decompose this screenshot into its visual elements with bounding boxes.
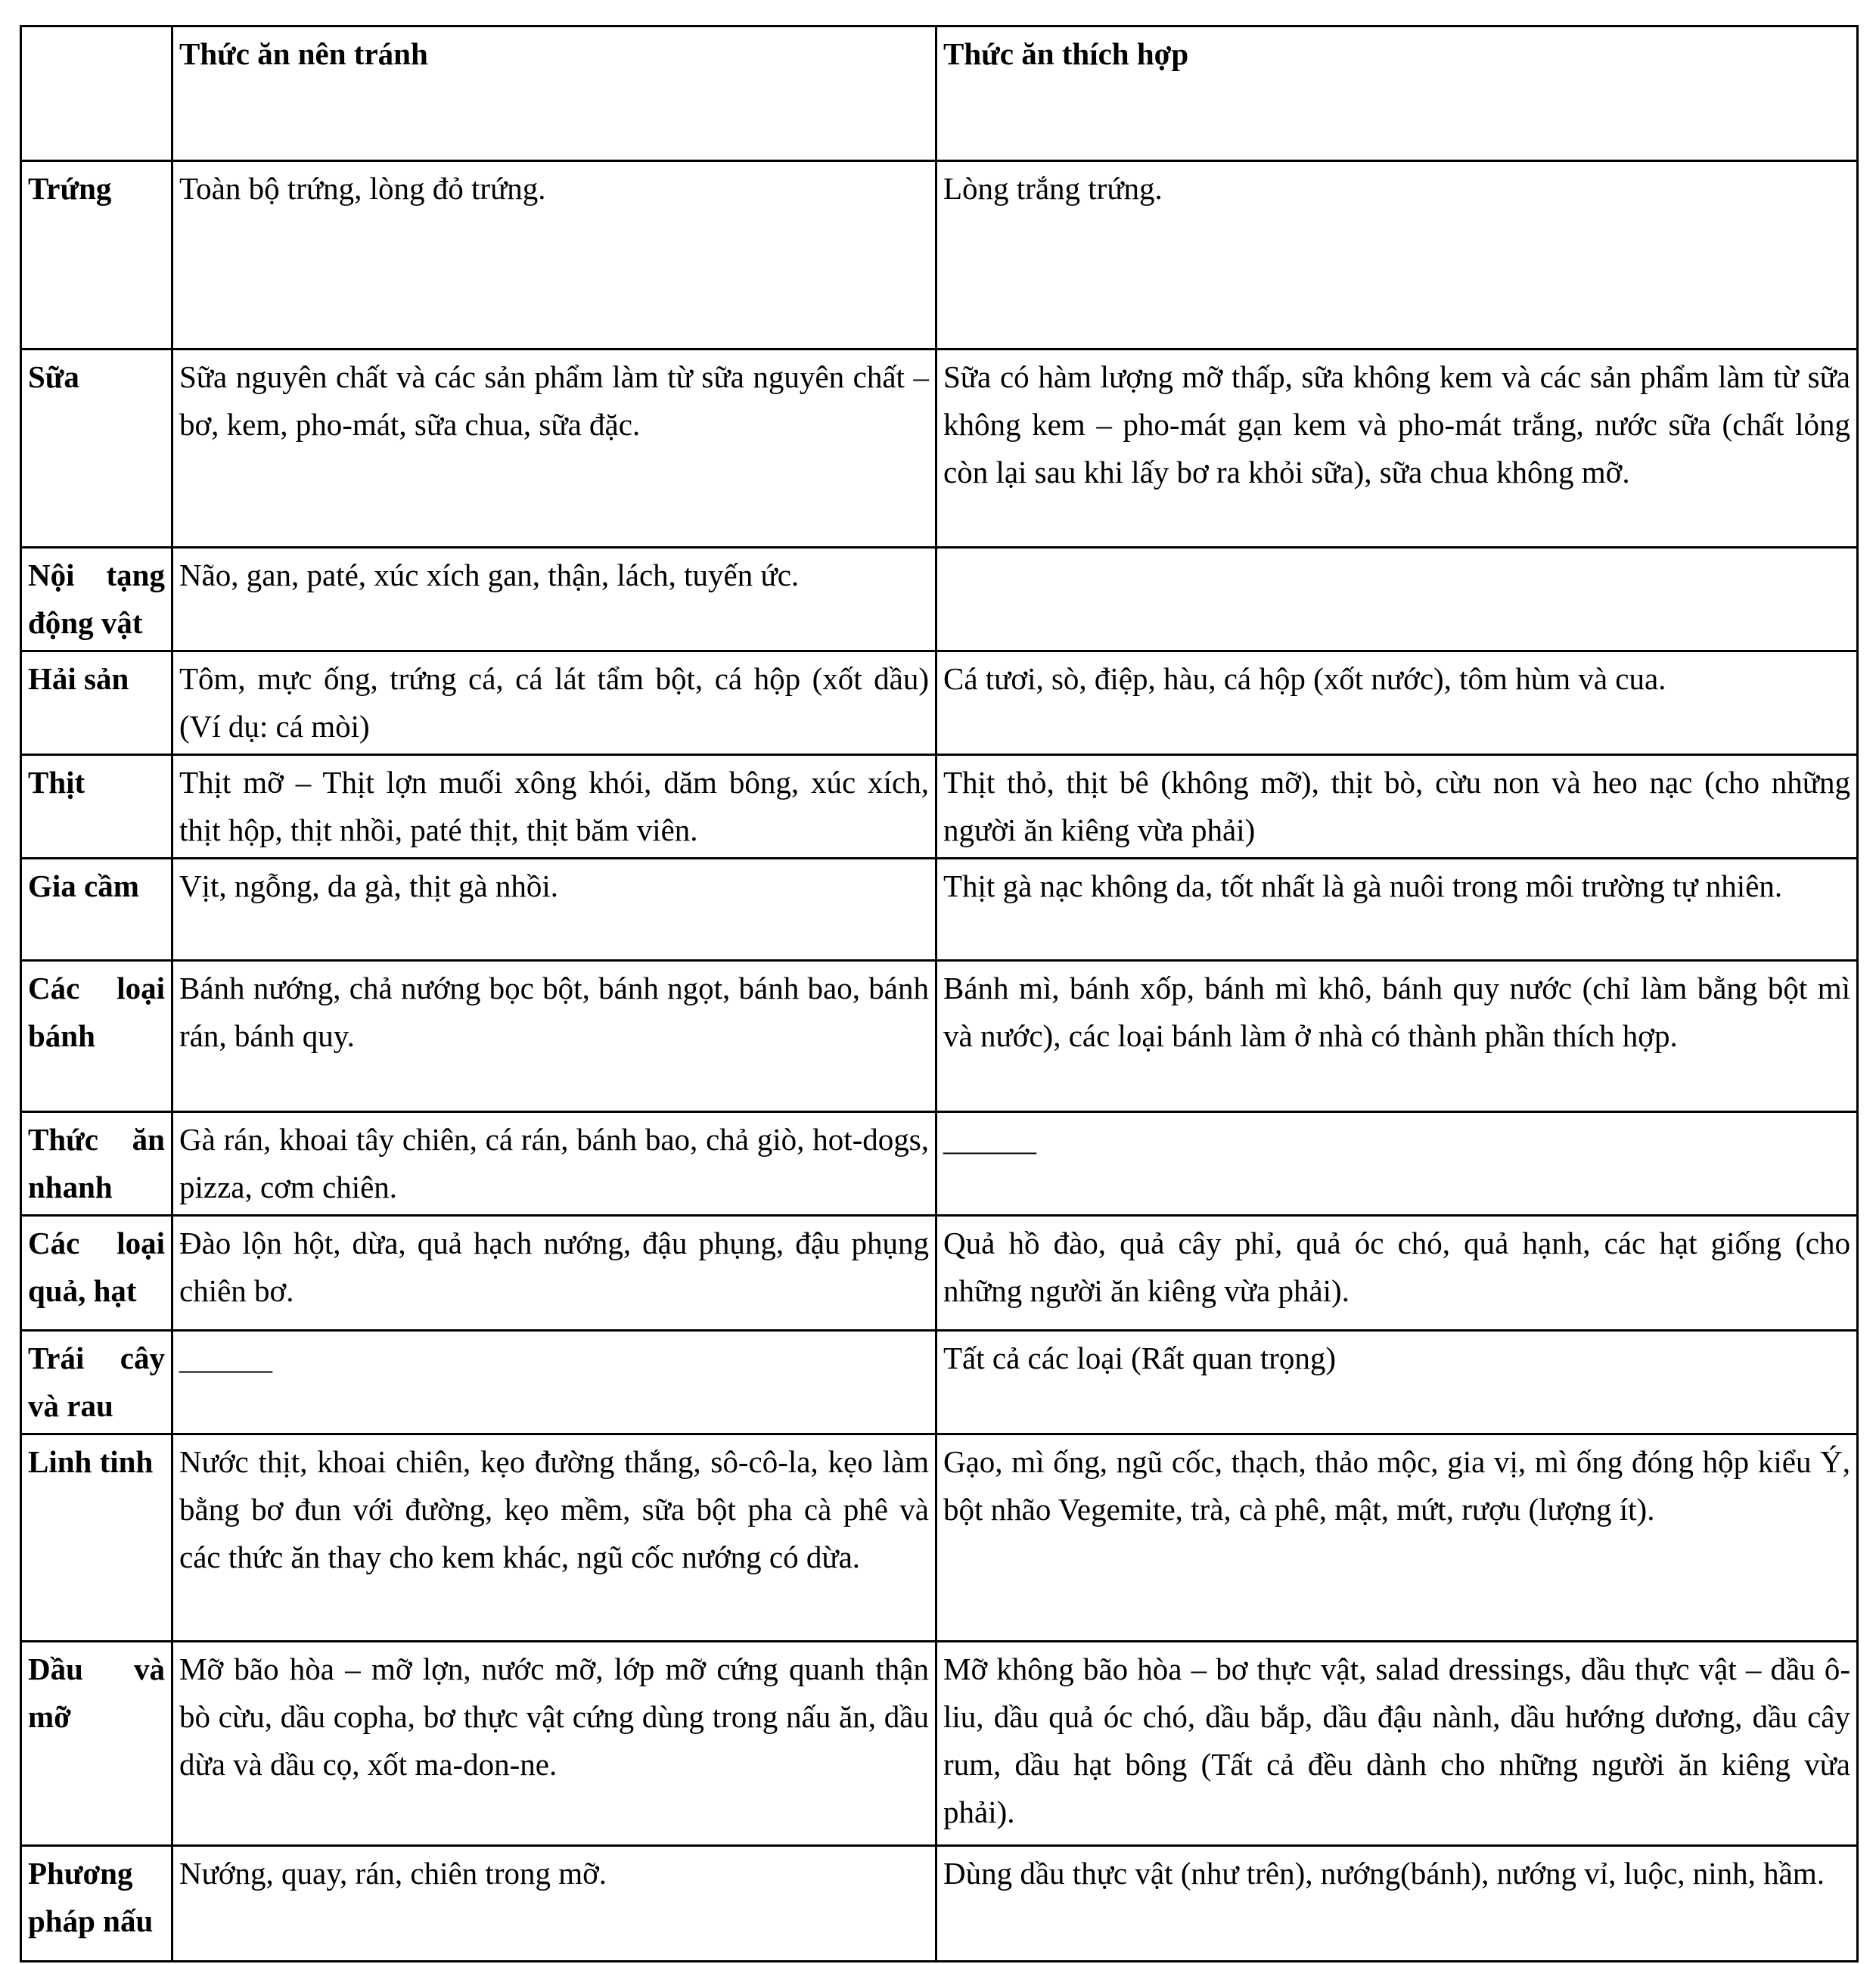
header-suitable: Thức ăn thích hợp [936,26,1858,161]
avoid-cell: Toàn bộ trứng, lòng đỏ trứng. [172,161,936,350]
category-cell: Sữa [21,350,172,548]
avoid-cell: Gà rán, khoai tây chiên, cá rán, bánh bao, chả giò, hot-dogs, pizza, cơm chiên. [172,1112,936,1216]
avoid-cell: Bánh nướng, chả nướng bọc bột, bánh ngọt, bánh bao, bánh rán, bánh quy. [172,961,936,1112]
suitable-cell: Lòng trắng trứng. [936,161,1858,350]
category-cell: Gia cầm [21,859,172,961]
table-row [21,1642,1858,1846]
avoid-cell: Nước thịt, khoai chiên, kẹo đường thắng, sô-cô-la, kẹo làm bằng bơ đun với đường, kẹo mềm, sữa bột pha cà phê và các thức ăn thay cho kem khác, ngũ cốc nướng có dừa. [172,1434,936,1642]
category-cell: Linh tinh [21,1434,172,1642]
suitable-cell: Sữa có hàm lượng mỡ thấp, sữa không kem và các sản phẩm làm từ sữa không kem – pho-mát gạn kem và pho-mát trắng, nước sữa (chất lỏng còn lại sau khi lấy bơ ra khỏi sữa), sữa chua không mỡ. [936,350,1858,548]
table-row [21,1434,1858,1642]
suitable-cell [936,548,1858,651]
avoid-cell: Mỡ bão hòa – mỡ lợn, nước mỡ, lớp mỡ cứng quanh thận bò cừu, dầu copha, bơ thực vật cứng dùng trong nấu ăn, dầu dừa và dầu cọ, xốt ma-don-ne. [172,1642,936,1846]
table-row [21,1331,1858,1434]
category-cell: Thịt [21,755,172,859]
header-avoid: Thức ăn nên tránh [172,26,936,161]
category-cell: Dầu và mỡ [21,1642,172,1846]
suitable-cell: Gạo, mì ống, ngũ cốc, thạch, thảo mộc, gia vị, mì ống đóng hộp kiểu Ý, bột nhão Vegemite, trà, cà phê, mật, mứt, rượu (lượng ít). [936,1434,1858,1642]
suitable-cell: ______ [936,1112,1858,1216]
suitable-cell: Dùng dầu thực vật (như trên), nướng(bánh), nướng vỉ, luộc, ninh, hầm. [936,1846,1858,1962]
suitable-cell: Mỡ không bão hòa – bơ thực vật, salad dressings, dầu thực vật – dầu ô-liu, dầu quả óc chó, dầu bắp, dầu đậu nành, dầu hướng dương, dầu cây rum, dầu hạt bông (Tất cả đều dành cho những người ăn kiêng vừa phải). [936,1642,1858,1846]
table-row [21,1846,1858,1962]
avoid-cell: Đào lộn hột, dừa, quả hạch nướng, đậu phụng, đậu phụng chiên bơ. [172,1216,936,1331]
suitable-cell: Bánh mì, bánh xốp, bánh mì khô, bánh quy nước (chỉ làm bằng bột mì và nước), các loại bánh làm ở nhà có thành phần thích hợp. [936,961,1858,1112]
suitable-cell: Cá tươi, sò, điệp, hàu, cá hộp (xốt nước), tôm hùm và cua. [936,651,1858,755]
suitable-cell: Thịt gà nạc không da, tốt nhất là gà nuôi trong môi trường tự nhiên. [936,859,1858,961]
table-row [21,651,1858,755]
diet-table [20,25,1859,1962]
category-cell: Trứng [21,161,172,350]
table-row [21,859,1858,961]
suitable-cell: Thịt thỏ, thịt bê (không mỡ), thịt bò, cừu non và heo nạc (cho những người ăn kiêng vừa phải) [936,755,1858,859]
category-cell: Trái cây và rau [21,1331,172,1434]
category-cell: Hải sản [21,651,172,755]
avoid-cell: Nướng, quay, rán, chiên trong mỡ. [172,1846,936,1962]
category-cell: Các loại bánh [21,961,172,1112]
table-row [21,350,1858,548]
table-row [21,1216,1858,1331]
category-cell: Các loại quả, hạt [21,1216,172,1331]
table-row [21,961,1858,1112]
avoid-cell: Não, gan, paté, xúc xích gan, thận, lách, tuyến ức. [172,548,936,651]
header-row [21,26,1858,161]
suitable-cell: Quả hồ đào, quả cây phỉ, quả óc chó, quả hạnh, các hạt giống (cho những người ăn kiêng vừa phải). [936,1216,1858,1331]
avoid-cell: Vịt, ngỗng, da gà, thịt gà nhồi. [172,859,936,961]
avoid-cell: Sữa nguyên chất và các sản phẩm làm từ sữa nguyên chất – bơ, kem, pho-mát, sữa chua, sữa đặc. [172,350,936,548]
category-cell: Thức ăn nhanh [21,1112,172,1216]
avoid-cell: ______ [172,1331,936,1434]
category-cell: Nội tạng động vật [21,548,172,651]
table-row [21,755,1858,859]
header-corner-cell [21,26,172,161]
category-cell: Phương pháp nấu [21,1846,172,1962]
table-row [21,548,1858,651]
table-row [21,161,1858,350]
avoid-cell: Thịt mỡ – Thịt lợn muối xông khói, dăm bông, xúc xích, thịt hộp, thịt nhồi, paté thịt, thịt băm viên. [172,755,936,859]
table-row [21,1112,1858,1216]
avoid-cell: Tôm, mực ống, trứng cá, cá lát tẩm bột, cá hộp (xốt dầu) (Ví dụ: cá mòi) [172,651,936,755]
suitable-cell: Tất cả các loại (Rất quan trọng) [936,1331,1858,1434]
